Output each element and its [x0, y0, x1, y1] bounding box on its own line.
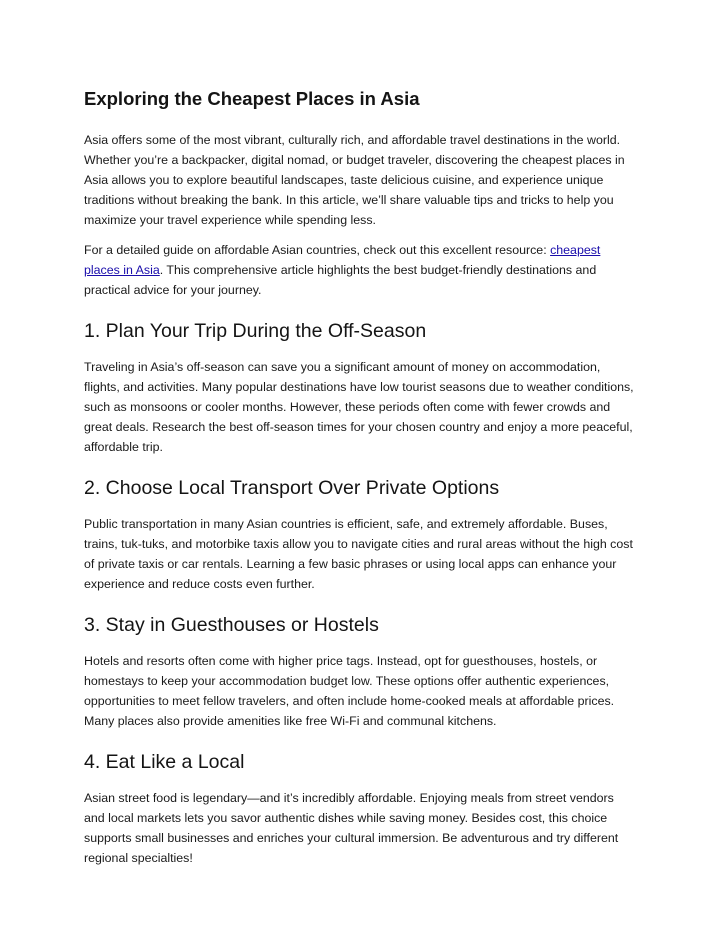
resource-text-before: For a detailed guide on affordable Asian countries, check out this excellent resource: — [84, 243, 551, 257]
section-heading-eat-local: 4. Eat Like a Local — [84, 751, 245, 773]
cheapest-places-link[interactable]: cheapest places in Asia — [84, 243, 601, 277]
resource-paragraph — [84, 240, 636, 300]
section-heading-local-transport: 2. Choose Local Transport Over Private Options — [84, 477, 500, 499]
document-title: Exploring the Cheapest Places in Asia — [84, 88, 420, 109]
intro-paragraph: Asia offers some of the most vibrant, culturally rich, and affordable travel destinations in the world. Whether you’re a backpacker, digital nomad, or budget traveler, discovering the cheapest places in Asia allows you to explore beautiful landscapes, taste delicious cuisine, and experience unique traditions without breaking the bank. In this article, we’ll share valuable tips and tricks to help you maximize your travel experience while spending less. — [84, 133, 625, 227]
section-body-guesthouses: Hotels and resorts often come with higher price tags. Instead, opt for guesthouses, hostels, or homestays to keep your accommodation budget low. These options offer authentic experiences, opportunities to meet fellow travelers, and often include home-cooked meals at affordable prices. Many places also provide amenities like free Wi-Fi and communal kitchens. — [84, 654, 615, 728]
section-body-local-transport: Public transportation in many Asian countries is efficient, safe, and extremely affordable. Buses, trains, tuk-tuks, and motorbike taxis allow you to navigate cities and rural areas without the high cost of private taxis or car rentals. Learning a few basic phrases or using local apps can enhance your experience and reduce costs even further. — [84, 517, 633, 591]
resource-text-after: . This comprehensive article highlights the best budget-friendly destinations and practical advice for your journey. — [84, 263, 597, 297]
section-heading-off-season: 1. Plan Your Trip During the Off-Season — [84, 320, 427, 342]
document-page — [84, 86, 636, 878]
section-heading-guesthouses: 3. Stay in Guesthouses or Hostels — [84, 614, 379, 636]
section-body-eat-local: Asian street food is legendary—and it’s incredibly affordable. Enjoying meals from street vendors and local markets lets you savor authentic dishes while saving money. Besides cost, this choice supports small businesses and enriches your cultural immersion. Be adventurous and try different regional specialties! — [84, 791, 619, 865]
section-body-off-season: Traveling in Asia’s off-season can save you a significant amount of money on accommodation, flights, and activities. Many popular destinations have low tourist seasons due to weather conditions, such as monsoons or cooler months. However, these periods often come with fewer crowds and great deals. Research the best off-season times for your chosen country and enjoy a more peaceful, affordable trip. — [84, 360, 634, 454]
